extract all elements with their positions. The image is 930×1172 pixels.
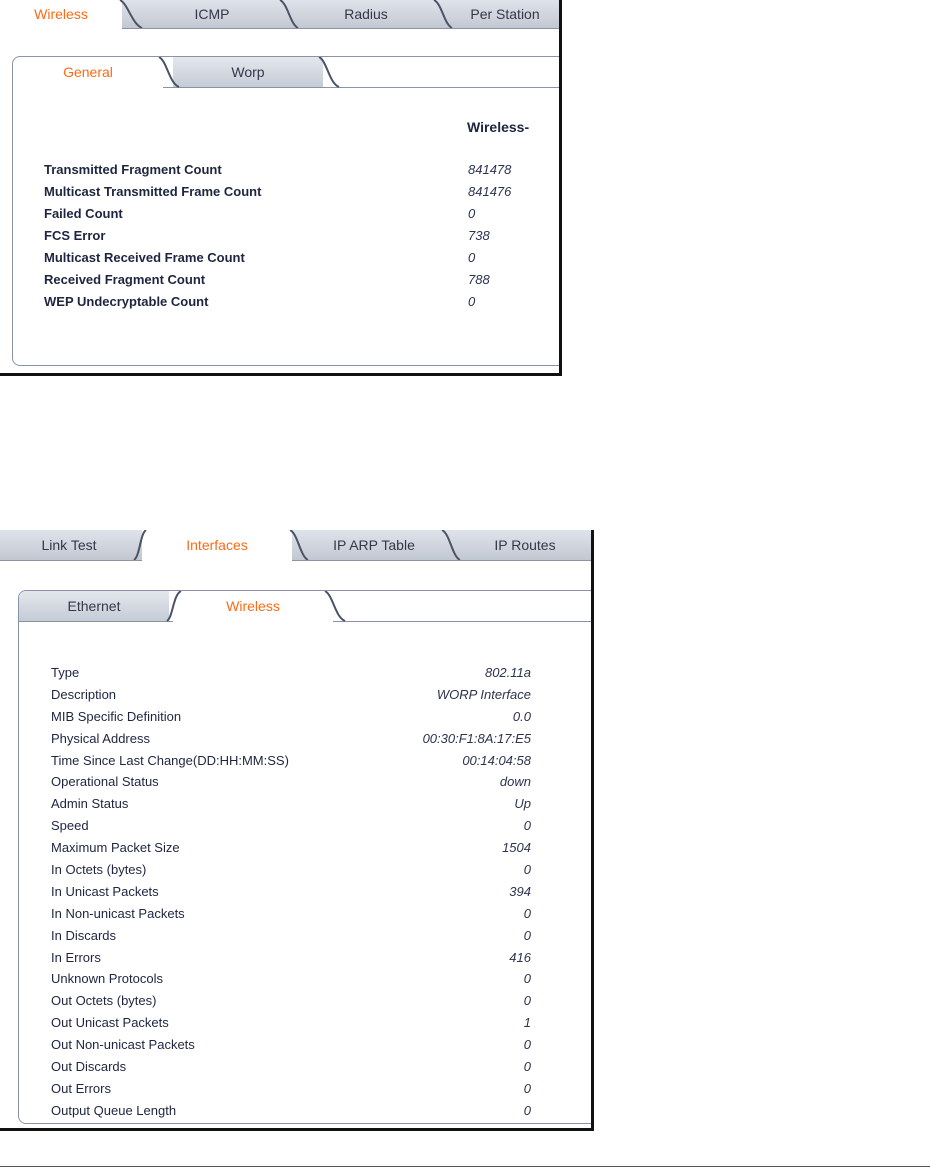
tab-ip-arp-table[interactable]: IP ARP Table xyxy=(333,537,415,553)
stat-value: 0 xyxy=(523,971,531,987)
stat-value: 0 xyxy=(468,206,476,221)
stat-row xyxy=(44,162,562,184)
stat-row xyxy=(51,1037,531,1059)
stat-row xyxy=(51,1103,531,1125)
stat-row xyxy=(51,796,531,818)
stat-label: Multicast Transmitted Frame Count xyxy=(44,184,262,199)
stat-value: 0 xyxy=(523,818,531,834)
stat-value: 841478 xyxy=(468,162,512,177)
stat-label: In Unicast Packets xyxy=(51,883,159,899)
tab-wireless[interactable]: Wireless xyxy=(0,0,122,30)
stat-value: 0 xyxy=(468,294,476,309)
stat-label: Speed xyxy=(51,818,89,834)
interfaces-panel xyxy=(0,530,594,1131)
stat-value: 788 xyxy=(468,272,490,287)
stat-value: down xyxy=(499,774,531,790)
stat-value: 0 xyxy=(523,1102,531,1118)
stat-row xyxy=(51,840,531,862)
wireless-subpanel xyxy=(18,590,594,1124)
general-subpanel xyxy=(12,56,562,366)
stat-row xyxy=(44,294,562,316)
tab-ethernet[interactable]: Ethernet xyxy=(19,591,169,621)
stat-label: Out Unicast Packets xyxy=(51,1015,169,1031)
stats-list xyxy=(44,162,562,316)
stat-value: 0 xyxy=(523,1037,531,1053)
stat-row xyxy=(51,1081,531,1103)
page-divider xyxy=(0,1166,930,1167)
stat-value: 416 xyxy=(509,949,531,965)
stat-row xyxy=(51,928,531,950)
stat-label: Description xyxy=(51,686,117,702)
stat-value: 0 xyxy=(523,862,531,878)
stat-label: In Non-unicast Packets xyxy=(51,905,185,921)
wireless-statistics-panel xyxy=(0,0,562,376)
stat-label: Physical Address xyxy=(51,730,150,746)
stat-value: 0 xyxy=(523,1080,531,1096)
stat-label: Time Since Last Change(DD:HH:MM:SS) xyxy=(51,752,289,768)
stat-value: 802.11a xyxy=(484,665,531,680)
stat-row xyxy=(51,818,531,840)
stat-row xyxy=(44,206,562,228)
stat-label: Transmitted Fragment Count xyxy=(44,162,222,177)
top-tab-bar xyxy=(0,0,559,29)
stat-value: 394 xyxy=(509,883,531,899)
tab-per-station[interactable]: Per Station xyxy=(470,6,540,22)
tab-icmp[interactable]: ICMP xyxy=(194,6,230,22)
stat-label: FCS Error xyxy=(44,228,106,243)
stat-row xyxy=(51,971,531,993)
stat-row xyxy=(51,1015,531,1037)
stat-row xyxy=(51,862,531,884)
stat-row xyxy=(51,884,531,906)
stat-value: 00:30:F1:8A:17:E5 xyxy=(422,730,531,746)
stat-value: 0.0 xyxy=(512,708,531,724)
stat-row xyxy=(51,687,531,709)
stat-row xyxy=(51,753,531,775)
stat-value: 0 xyxy=(523,993,531,1009)
stat-value: Up xyxy=(514,796,531,812)
stat-row xyxy=(44,184,562,206)
stat-value: WORP Interface xyxy=(436,686,531,702)
tab-worp[interactable]: Worp xyxy=(173,57,323,87)
stat-label: Unknown Protocols xyxy=(51,971,163,987)
top-tab-bar xyxy=(0,530,591,561)
stat-label: MIB Specific Definition xyxy=(51,708,182,724)
tab-interfaces[interactable]: Interfaces xyxy=(142,530,292,562)
stat-row xyxy=(44,272,562,294)
stat-value: 1504 xyxy=(502,840,531,856)
tab-ip-routes[interactable]: IP Routes xyxy=(494,537,556,553)
stat-value: 0 xyxy=(523,905,531,921)
stat-label: Operational Status xyxy=(51,774,159,790)
stat-label: Output Queue Length xyxy=(51,1102,177,1118)
stat-row xyxy=(44,250,562,272)
stat-value: 00:14:04:58 xyxy=(462,752,531,768)
sub-tab-bar xyxy=(19,591,594,622)
tab-general[interactable]: General xyxy=(13,57,163,88)
stat-row xyxy=(51,709,531,731)
stat-label: Failed Count xyxy=(44,206,123,221)
stat-value: 0 xyxy=(468,250,476,265)
stat-value: 738 xyxy=(468,228,490,243)
stat-row xyxy=(51,993,531,1015)
stat-value: 1 xyxy=(523,1015,531,1031)
stat-label: Admin Status xyxy=(51,796,129,812)
column-header-wireless: Wireless- xyxy=(467,119,530,135)
stat-label: Out Octets (bytes) xyxy=(51,993,157,1009)
tab-radius[interactable]: Radius xyxy=(344,6,388,22)
tab-wireless-sub[interactable]: Wireless xyxy=(173,591,333,622)
stat-label: Received Fragment Count xyxy=(44,272,206,287)
stat-row xyxy=(51,1059,531,1081)
stat-label: In Discards xyxy=(51,927,117,943)
stat-label: Multicast Received Frame Count xyxy=(44,250,245,265)
stat-row xyxy=(51,665,531,687)
stat-label: In Errors xyxy=(51,949,101,965)
sub-tab-bar xyxy=(13,57,562,88)
stat-label: WEP Undecryptable Count xyxy=(44,294,209,309)
stat-row xyxy=(44,228,562,250)
stat-value: 841476 xyxy=(468,184,512,199)
stat-label: Out Errors xyxy=(51,1080,111,1096)
stat-label: Out Non-unicast Packets xyxy=(51,1037,195,1053)
stat-row xyxy=(51,731,531,753)
stat-value: 0 xyxy=(523,1059,531,1075)
stat-label: Out Discards xyxy=(51,1059,127,1075)
tab-link-test[interactable]: Link Test xyxy=(41,537,97,553)
stat-value: 0 xyxy=(523,927,531,943)
stat-label: Type xyxy=(51,665,80,680)
stat-label: Maximum Packet Size xyxy=(51,840,180,856)
stat-row xyxy=(51,774,531,796)
stat-label: In Octets (bytes) xyxy=(51,862,147,878)
stat-row xyxy=(51,950,531,972)
stat-row xyxy=(51,906,531,928)
interface-details-list xyxy=(51,665,531,1125)
